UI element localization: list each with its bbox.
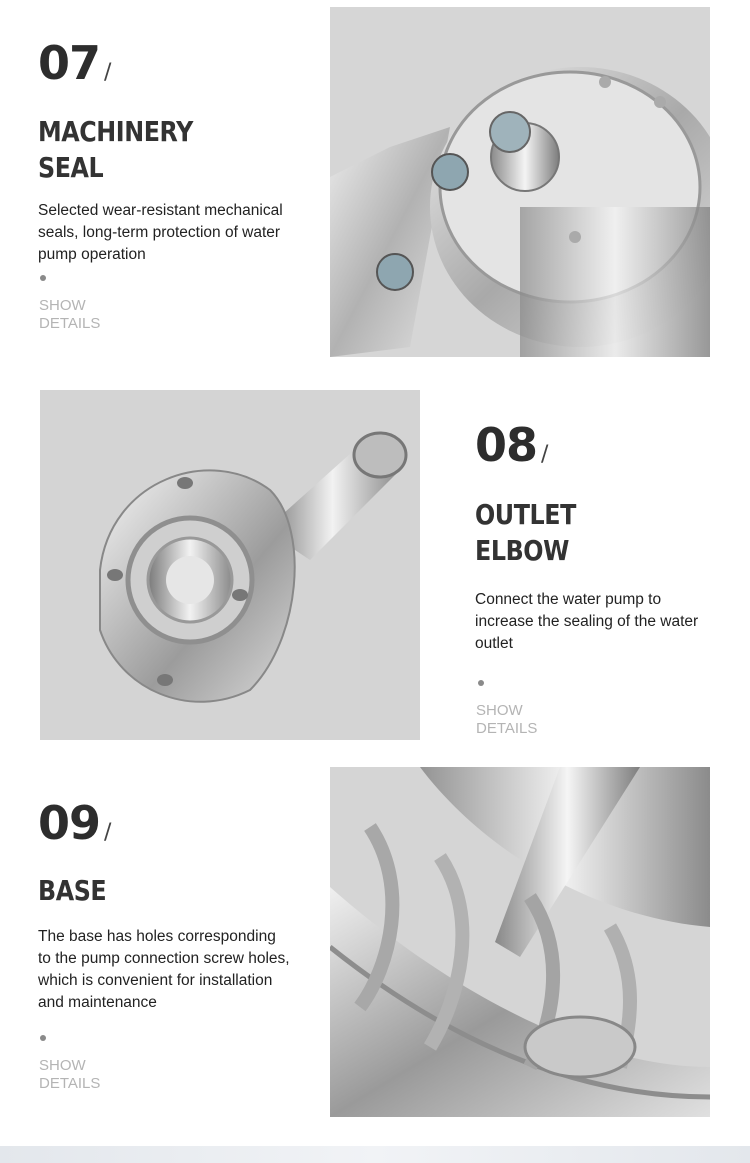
outlet-elbow-illustration — [40, 390, 420, 740]
feature-number: 07 / — [38, 36, 111, 90]
footer-strip — [0, 1146, 750, 1163]
feature-number: 09 / — [38, 796, 111, 850]
feature-section-base — [0, 760, 750, 1146]
feature-description: Selected wear-resistant mechanical seals, long-term protection of water pump operation — [38, 202, 283, 263]
feature-section-machinery-seal — [0, 0, 750, 370]
feature-number: 08 / — [475, 418, 548, 472]
show-details-link[interactable]: SHOW DETAILS — [39, 1057, 101, 1092]
bullet-dot — [478, 680, 484, 686]
feature-title: BASE — [38, 874, 107, 907]
feature-description: The base has holes corresponding to the pump connection screw holes, which is convenient for installation and maintenance — [38, 928, 290, 1011]
base-illustration — [330, 767, 710, 1117]
feature-title: OUTLET ELBOW — [475, 498, 576, 567]
bullet-dot — [40, 275, 46, 281]
feature-title: MACHINERY SEAL — [38, 115, 193, 184]
show-details-link[interactable]: SHOW DETAILS — [476, 702, 538, 737]
outlet-elbow-image — [40, 390, 420, 740]
feature-section-outlet-elbow — [0, 370, 750, 760]
bullet-dot — [40, 1035, 46, 1041]
show-details-link[interactable]: SHOW DETAILS — [39, 297, 101, 332]
machinery-seal-illustration — [330, 7, 710, 357]
machinery-seal-image — [330, 7, 710, 357]
feature-description: Connect the water pump to increase the sealing of the water outlet — [475, 591, 699, 652]
base-image — [330, 767, 710, 1117]
